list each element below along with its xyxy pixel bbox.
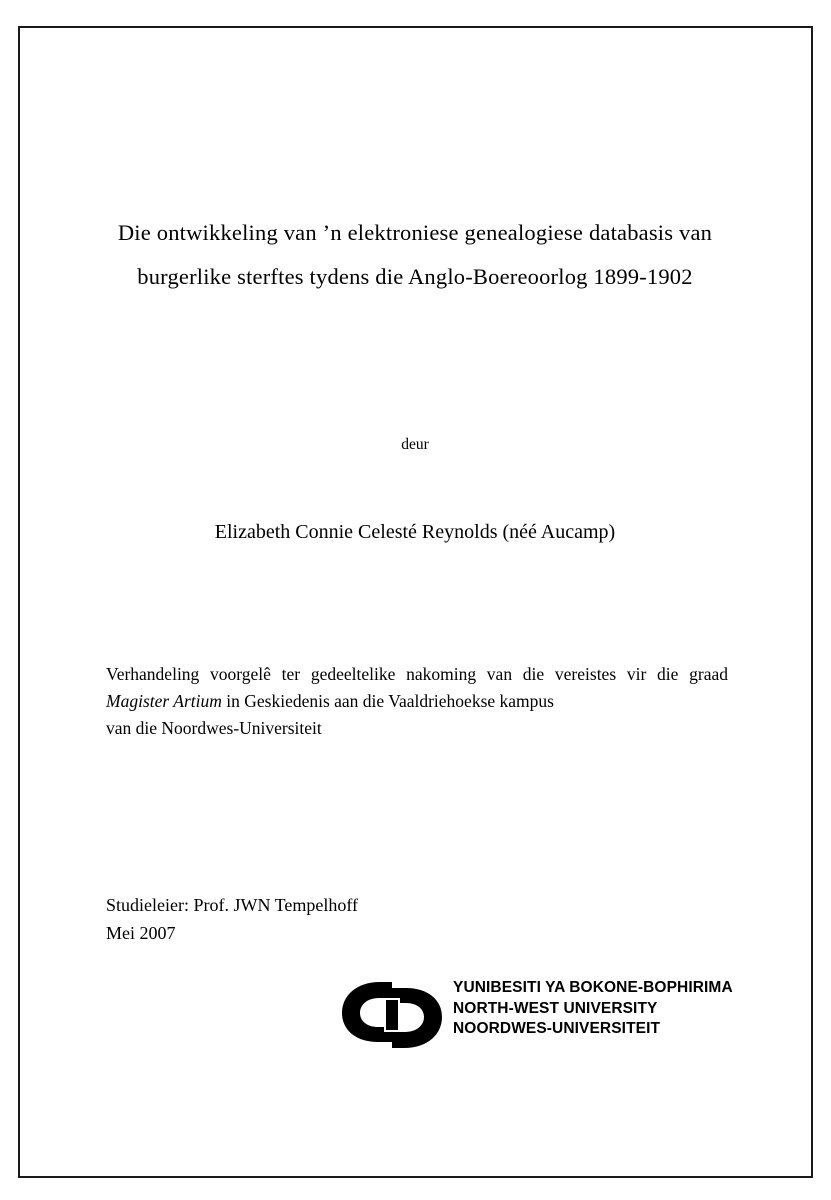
date-line: Mei 2007 bbox=[106, 922, 176, 943]
title-line-2: burgerlike sterftes tydens die Anglo-Boereoorlog 1899-1902 bbox=[137, 264, 693, 289]
author-name: Elizabeth Connie Celesté Reynolds (néé Aucamp) bbox=[214, 521, 616, 543]
statement-line-2-post: in Geskiedenis aan die Vaaldriehoekse kampus bbox=[221, 691, 554, 711]
logo-text-block bbox=[453, 978, 733, 1040]
title-line-1: Die ontwikkeling van ’n elektroniese genealogiese databasis van bbox=[117, 220, 713, 245]
supervisor-block bbox=[106, 892, 606, 947]
statement-line-2-pre: graad bbox=[689, 664, 729, 684]
statement-line-3: van die Noordwes-Universiteit bbox=[106, 718, 322, 738]
supervisor-line: Studieleier: Prof. JWN Tempelhoff bbox=[106, 895, 359, 915]
page-content bbox=[90, 26, 740, 1178]
degree-name: Magister Artium bbox=[106, 691, 222, 711]
logo-line-1: YUNIBESITI YA BOKONE-BOPHIRIMA bbox=[453, 979, 733, 996]
by-word: deur bbox=[401, 436, 429, 453]
logo-line-2: NORTH-WEST UNIVERSITY bbox=[453, 999, 658, 1017]
logo-line-3: NOORDWES-UNIVERSITEIT bbox=[453, 1020, 661, 1037]
statement-line-1: Verhandeling voorgelê ter gedeeltelike nakoming van die vereistes vir die bbox=[106, 664, 679, 684]
page-title bbox=[90, 211, 740, 299]
nwu-crest-icon bbox=[340, 980, 446, 1050]
degree-statement bbox=[106, 661, 728, 742]
university-logo bbox=[320, 974, 733, 1064]
